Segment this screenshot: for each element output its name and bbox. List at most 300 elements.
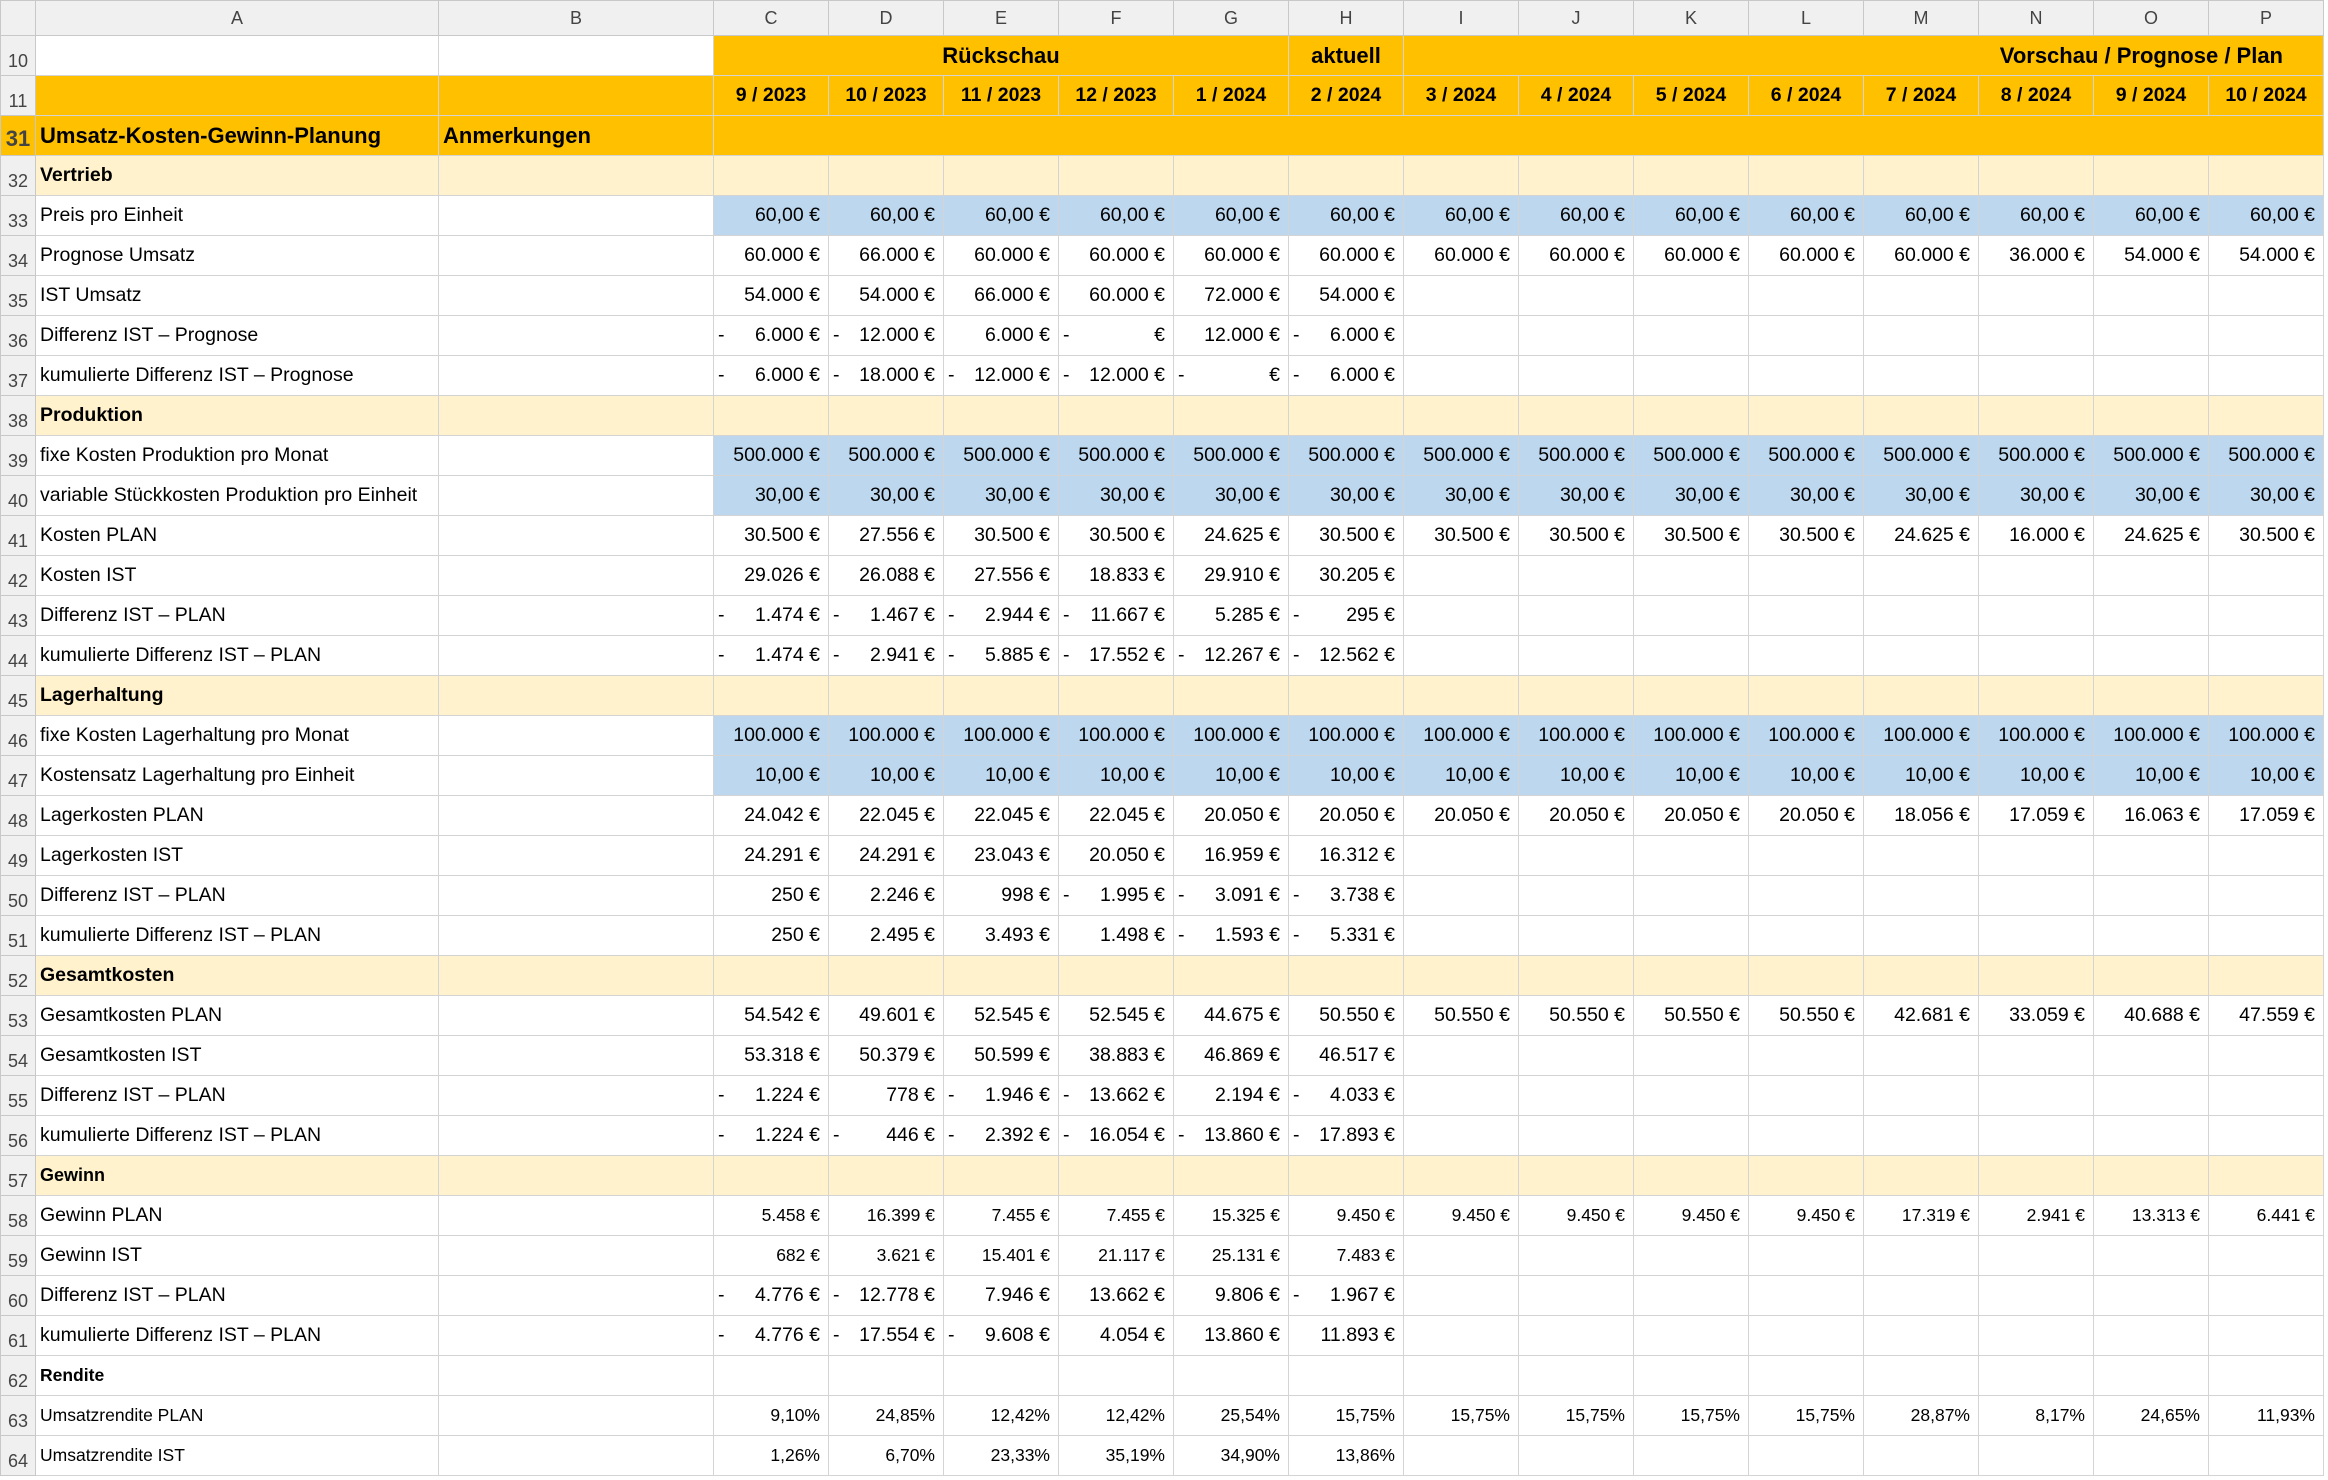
value-cell[interactable]: 5.458 € [714,1196,829,1236]
value-cell[interactable] [1864,556,1979,596]
column-header-l[interactable]: L [1749,1,1864,36]
value-cell[interactable]: 24.625 € [1864,516,1979,556]
value-cell[interactable] [1174,1356,1289,1396]
value-cell[interactable]: 30,00 € [2209,476,2324,516]
value-cell[interactable] [1634,916,1749,956]
row-number[interactable]: 45 [1,676,36,716]
value-cell[interactable] [714,1276,829,1316]
value-cell[interactable]: 2.941 € [1979,1196,2094,1236]
value-cell[interactable] [1864,316,1979,356]
value-cell[interactable]: 27.556 € [944,556,1059,596]
value-cell[interactable]: 30.205 € [1289,556,1404,596]
row-number[interactable]: 58 [1,1196,36,1236]
notes-cell[interactable] [439,716,714,756]
row-number[interactable]: 59 [1,1236,36,1276]
section-label[interactable]: Vertrieb [36,156,439,196]
value-cell[interactable]: 50.379 € [829,1036,944,1076]
value-cell[interactable] [1979,556,2094,596]
value-cell[interactable] [1174,916,1289,956]
value-cell[interactable]: 100.000 € [1289,716,1404,756]
notes-cell[interactable] [439,276,714,316]
value-cell[interactable]: 10,00 € [1174,756,1289,796]
value-cell[interactable] [944,156,1059,196]
value-cell[interactable] [1404,556,1519,596]
value-cell[interactable] [1289,1076,1404,1116]
value-cell[interactable]: 30.500 € [714,516,829,556]
row-number[interactable]: 10 [1,36,36,76]
value-cell[interactable] [1749,1276,1864,1316]
value-cell[interactable] [1979,1436,2094,1476]
value-cell[interactable] [1059,1156,1174,1196]
value-cell[interactable] [1059,876,1174,916]
value-cell[interactable] [2209,956,2324,996]
notes-cell[interactable] [439,476,714,516]
value-cell[interactable] [2094,956,2209,996]
value-cell[interactable] [2094,1316,2209,1356]
value-cell[interactable]: 24.625 € [1174,516,1289,556]
value-cell[interactable]: 500.000 € [1059,436,1174,476]
value-cell[interactable] [1634,276,1749,316]
row-number[interactable]: 56 [1,1116,36,1156]
value-cell[interactable] [714,156,829,196]
value-cell[interactable]: 30,00 € [1634,476,1749,516]
value-cell[interactable]: 10,00 € [829,756,944,796]
value-cell[interactable]: 60.000 € [1289,236,1404,276]
value-cell[interactable] [714,396,829,436]
value-cell[interactable] [1289,916,1404,956]
value-cell[interactable]: 52.545 € [1059,996,1174,1036]
value-cell[interactable] [1864,956,1979,996]
value-cell[interactable] [1289,876,1404,916]
value-cell[interactable] [1634,956,1749,996]
value-cell[interactable]: 3.621 € [829,1236,944,1276]
value-cell[interactable]: 38.883 € [1059,1036,1174,1076]
value-cell[interactable]: 20.050 € [1404,796,1519,836]
row-label[interactable]: fixe Kosten Lagerhaltung pro Monat [36,716,439,756]
title-row-fill[interactable] [714,116,2324,156]
value-cell[interactable] [714,1076,829,1116]
column-header-o[interactable]: O [2094,1,2209,36]
value-cell[interactable] [829,1116,944,1156]
period-header[interactable]: 9 / 2024 [2094,76,2209,116]
value-cell[interactable]: 60,00 € [1749,196,1864,236]
value-cell[interactable]: 54.000 € [714,276,829,316]
value-cell[interactable] [1404,156,1519,196]
column-header-p[interactable]: P [2209,1,2324,36]
notes-cell[interactable] [439,1356,714,1396]
value-cell[interactable] [1749,676,1864,716]
value-cell[interactable] [1059,1356,1174,1396]
notes-cell[interactable] [439,836,714,876]
value-cell[interactable] [1749,556,1864,596]
value-cell[interactable]: 10,00 € [1634,756,1749,796]
value-cell[interactable]: 24.042 € [714,796,829,836]
value-cell[interactable]: 3.493 € [944,916,1059,956]
value-cell[interactable] [1289,396,1404,436]
row-number[interactable]: 49 [1,836,36,876]
value-cell[interactable] [1289,956,1404,996]
value-cell[interactable] [1634,356,1749,396]
value-cell[interactable]: 60,00 € [1634,196,1749,236]
value-cell[interactable]: 2.495 € [829,916,944,956]
value-cell[interactable]: 9,10% [714,1396,829,1436]
value-cell[interactable]: 30.500 € [944,516,1059,556]
value-cell[interactable]: 60.000 € [1864,236,1979,276]
value-cell[interactable] [1289,356,1404,396]
value-cell[interactable] [1404,596,1519,636]
value-cell[interactable]: 7.483 € [1289,1236,1404,1276]
value-cell[interactable]: 29.026 € [714,556,829,596]
value-cell[interactable] [1749,156,1864,196]
value-cell[interactable]: 15,75% [1749,1396,1864,1436]
period-header[interactable]: 10 / 2023 [829,76,944,116]
value-cell[interactable] [2094,396,2209,436]
row-label[interactable]: IST Umsatz [36,276,439,316]
value-cell[interactable]: 20.050 € [1749,796,1864,836]
column-header-n[interactable]: N [1979,1,2094,36]
value-cell[interactable] [2209,676,2324,716]
cell-b11[interactable] [439,76,714,116]
value-cell[interactable]: 25.131 € [1174,1236,1289,1276]
value-cell[interactable]: 49.601 € [829,996,944,1036]
row-label[interactable]: Kostensatz Lagerhaltung pro Einheit [36,756,439,796]
period-header[interactable]: 6 / 2024 [1749,76,1864,116]
value-cell[interactable] [829,396,944,436]
value-cell[interactable]: 22.045 € [1059,796,1174,836]
value-cell[interactable] [1404,1436,1519,1476]
notes-cell[interactable] [439,996,714,1036]
value-cell[interactable]: 24,85% [829,1396,944,1436]
value-cell[interactable]: 47.559 € [2209,996,2324,1036]
value-cell[interactable]: 500.000 € [1979,436,2094,476]
value-cell[interactable]: 500.000 € [2094,436,2209,476]
row-number[interactable]: 51 [1,916,36,956]
notes-cell[interactable] [439,516,714,556]
value-cell[interactable] [1519,1356,1634,1396]
value-cell[interactable] [1404,636,1519,676]
value-cell[interactable]: 12,42% [944,1396,1059,1436]
value-cell[interactable] [1404,876,1519,916]
value-cell[interactable]: 9.450 € [1519,1196,1634,1236]
column-header-k[interactable]: K [1634,1,1749,36]
value-cell[interactable]: 10,00 € [2209,756,2324,796]
value-cell[interactable] [1289,1116,1404,1156]
value-cell[interactable] [1864,596,1979,636]
value-cell[interactable]: 60.000 € [1749,236,1864,276]
value-cell[interactable] [1749,1356,1864,1396]
value-cell[interactable]: 30,00 € [2094,476,2209,516]
value-cell[interactable]: 100.000 € [1979,716,2094,756]
row-number[interactable]: 63 [1,1396,36,1436]
value-cell[interactable]: 500.000 € [1634,436,1749,476]
value-cell[interactable]: 7.455 € [1059,1196,1174,1236]
period-header[interactable]: 10 / 2024 [2209,76,2324,116]
value-cell[interactable] [714,1156,829,1196]
band-aktuell[interactable]: aktuell [1289,36,1404,76]
value-cell[interactable] [829,636,944,676]
value-cell[interactable] [1864,1276,1979,1316]
value-cell[interactable]: 2.194 € [1174,1076,1289,1116]
value-cell[interactable]: 500.000 € [714,436,829,476]
value-cell[interactable] [1979,636,2094,676]
value-cell[interactable] [1519,156,1634,196]
value-cell[interactable] [1979,396,2094,436]
value-cell[interactable] [1404,836,1519,876]
value-cell[interactable]: 30.500 € [1289,516,1404,556]
value-cell[interactable]: 33.059 € [1979,996,2094,1036]
value-cell[interactable] [1979,356,2094,396]
value-cell[interactable]: 10,00 € [1864,756,1979,796]
value-cell[interactable]: 7.455 € [944,1196,1059,1236]
value-cell[interactable] [1404,1116,1519,1156]
value-cell[interactable]: 28,87% [1864,1396,1979,1436]
value-cell[interactable] [1749,276,1864,316]
value-cell[interactable] [829,156,944,196]
value-cell[interactable] [2209,1356,2324,1396]
value-cell[interactable] [1174,356,1289,396]
value-cell[interactable]: 10,00 € [1519,756,1634,796]
value-cell[interactable]: 25,54% [1174,1396,1289,1436]
value-cell[interactable] [2094,836,2209,876]
notes-cell[interactable] [439,1276,714,1316]
value-cell[interactable] [1404,396,1519,436]
value-cell[interactable] [944,636,1059,676]
notes-cell[interactable] [439,1196,714,1236]
value-cell[interactable]: 11,93% [2209,1396,2324,1436]
value-cell[interactable] [1059,1076,1174,1116]
value-cell[interactable] [1749,316,1864,356]
value-cell[interactable]: 60.000 € [1519,236,1634,276]
row-number[interactable]: 41 [1,516,36,556]
notes-cell[interactable] [439,316,714,356]
value-cell[interactable]: 500.000 € [1519,436,1634,476]
row-number[interactable]: 62 [1,1356,36,1396]
value-cell[interactable] [1749,916,1864,956]
value-cell[interactable]: 60,00 € [1289,196,1404,236]
value-cell[interactable] [2094,916,2209,956]
value-cell[interactable]: 100.000 € [2094,716,2209,756]
value-cell[interactable]: 29.910 € [1174,556,1289,596]
value-cell[interactable]: 9.450 € [1749,1196,1864,1236]
notes-cell[interactable] [439,556,714,596]
value-cell[interactable]: 13.313 € [2094,1196,2209,1236]
value-cell[interactable]: 60.000 € [944,236,1059,276]
value-cell[interactable]: 250 € [714,876,829,916]
value-cell[interactable]: 16.063 € [2094,796,2209,836]
notes-cell[interactable] [439,236,714,276]
band-vorschau[interactable]: Vorschau / Prognose / Plan [1404,36,2324,76]
value-cell[interactable]: 60.000 € [1404,236,1519,276]
value-cell[interactable]: 30.500 € [1634,516,1749,556]
value-cell[interactable]: 16.000 € [1979,516,2094,556]
value-cell[interactable]: 30,00 € [1404,476,1519,516]
value-cell[interactable]: 50.550 € [1634,996,1749,1036]
row-label[interactable]: Umsatzrendite IST [36,1436,439,1476]
value-cell[interactable] [944,356,1059,396]
value-cell[interactable]: 500.000 € [1174,436,1289,476]
notes-cell[interactable] [439,1436,714,1476]
value-cell[interactable] [1749,636,1864,676]
value-cell[interactable] [1174,396,1289,436]
value-cell[interactable]: 4.054 € [1059,1316,1174,1356]
value-cell[interactable] [1749,596,1864,636]
value-cell[interactable]: 27.556 € [829,516,944,556]
notes-cell[interactable] [439,436,714,476]
value-cell[interactable]: 30,00 € [1289,476,1404,516]
value-cell[interactable]: 30.500 € [1404,516,1519,556]
value-cell[interactable]: 11.893 € [1289,1316,1404,1356]
value-cell[interactable]: 13.860 € [1174,1316,1289,1356]
value-cell[interactable] [1979,1316,2094,1356]
value-cell[interactable]: 21.117 € [1059,1236,1174,1276]
value-cell[interactable] [2094,876,2209,916]
value-cell[interactable] [2209,356,2324,396]
value-cell[interactable] [1864,676,1979,716]
value-cell[interactable] [1289,1156,1404,1196]
value-cell[interactable] [714,356,829,396]
value-cell[interactable] [1634,1156,1749,1196]
row-label[interactable]: Gesamtkosten PLAN [36,996,439,1036]
value-cell[interactable] [1519,1116,1634,1156]
value-cell[interactable]: 66.000 € [829,236,944,276]
value-cell[interactable]: 12,42% [1059,1396,1174,1436]
row-number[interactable]: 36 [1,316,36,356]
row-number[interactable]: 37 [1,356,36,396]
value-cell[interactable] [714,1356,829,1396]
value-cell[interactable] [1749,1156,1864,1196]
value-cell[interactable] [1864,356,1979,396]
period-header[interactable]: 8 / 2024 [1979,76,2094,116]
value-cell[interactable] [2209,316,2324,356]
value-cell[interactable] [714,676,829,716]
value-cell[interactable]: 60.000 € [714,236,829,276]
value-cell[interactable] [1519,1076,1634,1116]
value-cell[interactable] [1634,156,1749,196]
value-cell[interactable] [1519,916,1634,956]
value-cell[interactable] [1979,676,2094,716]
section-label[interactable]: Produktion [36,396,439,436]
value-cell[interactable]: 100.000 € [1059,716,1174,756]
value-cell[interactable] [1634,1116,1749,1156]
row-number[interactable]: 31 [1,116,36,156]
value-cell[interactable] [1864,276,1979,316]
row-number[interactable]: 57 [1,1156,36,1196]
section-label[interactable]: Gesamtkosten [36,956,439,996]
notes-cell[interactable] [439,1036,714,1076]
value-cell[interactable]: 60.000 € [1059,276,1174,316]
value-cell[interactable] [1404,1076,1519,1116]
value-cell[interactable]: 6.000 € [944,316,1059,356]
value-cell[interactable] [714,636,829,676]
value-cell[interactable]: 50.550 € [1749,996,1864,1036]
value-cell[interactable] [1634,1356,1749,1396]
value-cell[interactable] [944,1356,1059,1396]
value-cell[interactable] [1979,1076,2094,1116]
value-cell[interactable] [1289,596,1404,636]
value-cell[interactable]: 10,00 € [1749,756,1864,796]
value-cell[interactable] [1059,636,1174,676]
period-header[interactable]: 2 / 2024 [1289,76,1404,116]
column-header-d[interactable]: D [829,1,944,36]
value-cell[interactable]: 30,00 € [1059,476,1174,516]
value-cell[interactable] [829,1156,944,1196]
value-cell[interactable]: 15.325 € [1174,1196,1289,1236]
value-cell[interactable] [714,596,829,636]
notes-cell[interactable] [439,356,714,396]
value-cell[interactable]: 2.246 € [829,876,944,916]
value-cell[interactable] [2094,356,2209,396]
value-cell[interactable]: 7.946 € [944,1276,1059,1316]
value-cell[interactable] [829,596,944,636]
value-cell[interactable]: 100.000 € [2209,716,2324,756]
value-cell[interactable] [944,1156,1059,1196]
value-cell[interactable]: 54.000 € [2094,236,2209,276]
row-number[interactable]: 35 [1,276,36,316]
value-cell[interactable]: 36.000 € [1979,236,2094,276]
row-number[interactable]: 11 [1,76,36,116]
period-header[interactable]: 12 / 2023 [1059,76,1174,116]
row-label[interactable]: kumulierte Differenz IST – PLAN [36,1316,439,1356]
value-cell[interactable]: 10,00 € [2094,756,2209,796]
value-cell[interactable]: 100.000 € [1404,716,1519,756]
value-cell[interactable] [2094,556,2209,596]
row-number[interactable]: 39 [1,436,36,476]
row-label[interactable]: kumulierte Differenz IST – PLAN [36,1116,439,1156]
notes-cell[interactable] [439,396,714,436]
value-cell[interactable]: 34,90% [1174,1436,1289,1476]
value-cell[interactable] [1864,1236,1979,1276]
row-number[interactable]: 42 [1,556,36,596]
value-cell[interactable]: 20.050 € [1634,796,1749,836]
value-cell[interactable] [1979,1276,2094,1316]
value-cell[interactable]: 60,00 € [714,196,829,236]
value-cell[interactable]: 30,00 € [944,476,1059,516]
value-cell[interactable]: 1.498 € [1059,916,1174,956]
value-cell[interactable] [2209,1116,2324,1156]
value-cell[interactable] [1404,1276,1519,1316]
value-cell[interactable]: 44.675 € [1174,996,1289,1036]
value-cell[interactable]: 9.450 € [1289,1196,1404,1236]
value-cell[interactable] [2094,636,2209,676]
value-cell[interactable]: 50.599 € [944,1036,1059,1076]
value-cell[interactable]: 30.500 € [1519,516,1634,556]
value-cell[interactable]: 13.662 € [1059,1276,1174,1316]
value-cell[interactable] [829,1316,944,1356]
notes-cell[interactable] [439,796,714,836]
cell-a10[interactable] [36,36,439,76]
value-cell[interactable]: 30,00 € [1864,476,1979,516]
value-cell[interactable]: 60,00 € [1059,196,1174,236]
value-cell[interactable] [1864,1356,1979,1396]
value-cell[interactable]: 10,00 € [714,756,829,796]
value-cell[interactable] [1749,1116,1864,1156]
value-cell[interactable]: 30,00 € [829,476,944,516]
value-cell[interactable]: 30.500 € [1059,516,1174,556]
value-cell[interactable]: 53.318 € [714,1036,829,1076]
value-cell[interactable]: 500.000 € [829,436,944,476]
value-cell[interactable]: 500.000 € [1404,436,1519,476]
value-cell[interactable]: 30,00 € [1749,476,1864,516]
value-cell[interactable] [1979,316,2094,356]
value-cell[interactable] [2209,1436,2324,1476]
band-rueckschau[interactable]: Rückschau [714,36,1289,76]
value-cell[interactable] [1059,676,1174,716]
value-cell[interactable] [1059,596,1174,636]
value-cell[interactable] [2209,916,2324,956]
value-cell[interactable]: 60,00 € [1519,196,1634,236]
value-cell[interactable]: 16.312 € [1289,836,1404,876]
value-cell[interactable]: 100.000 € [1519,716,1634,756]
